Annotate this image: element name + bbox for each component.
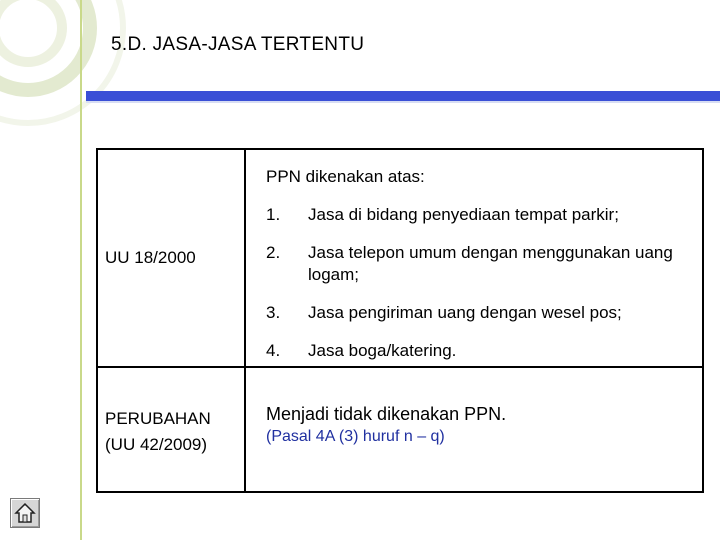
list-text: Jasa telepon umum dengan menggunakan uang logam; [308, 243, 673, 284]
article-reference: (Pasal 4A (3) huruf n – q) [266, 428, 445, 445]
list-text: Jasa boga/katering. [308, 341, 457, 360]
table-row [97, 367, 703, 492]
amendment-result-cell [245, 367, 703, 492]
amendment-line-2: (UU 42/2009) [105, 435, 208, 454]
service-list [266, 204, 696, 378]
list-number: 3. [266, 303, 281, 322]
list-item [266, 340, 696, 362]
list-item [266, 302, 696, 324]
home-icon [14, 502, 36, 524]
content-table [96, 148, 704, 493]
law-label: UU 18/2000 [105, 248, 196, 267]
list-number: 2. [266, 243, 281, 262]
amendment-cell [97, 367, 245, 492]
title-underline-shadow [86, 101, 720, 103]
ppn-cell [245, 149, 703, 367]
amendment-label [105, 406, 211, 458]
home-button[interactable] [10, 498, 40, 528]
list-text: Jasa di bidang penyediaan tempat parkir; [308, 205, 619, 224]
amendment-result-text: Menjadi tidak dikenakan PPN. [266, 404, 507, 424]
law-cell [97, 149, 245, 367]
slide-title: 5.D. JASA-JASA TERTENTU [111, 34, 365, 55]
title-underline-bar [86, 91, 720, 101]
list-item [266, 204, 696, 226]
list-number: 1. [266, 205, 281, 224]
amendment-line-1: PERUBAHAN [105, 409, 211, 428]
left-vertical-rule [80, 0, 82, 540]
list-number: 4. [266, 341, 281, 360]
table-row [97, 149, 703, 367]
ppn-heading: PPN dikenakan atas: [266, 167, 425, 186]
list-text: Jasa pengiriman uang dengan wesel pos; [308, 303, 622, 322]
list-item [266, 242, 696, 286]
